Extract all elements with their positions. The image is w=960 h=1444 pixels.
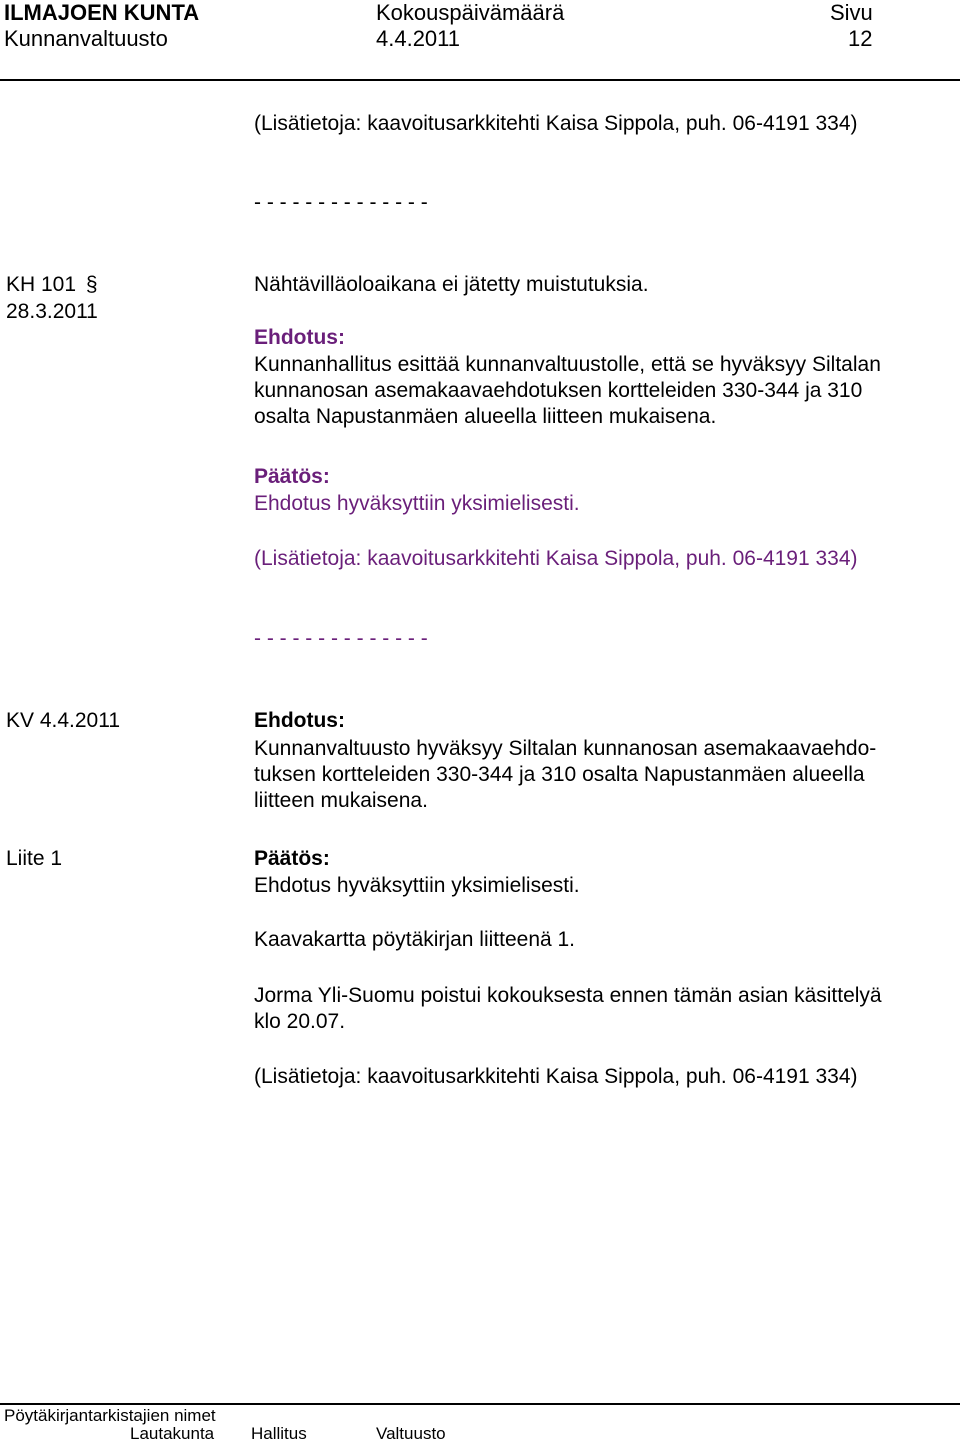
- header-divider: [0, 79, 960, 81]
- kh-decision-heading: Päätös:: [254, 465, 330, 488]
- kh-proposal-line: osalta Napustanmäen alueella liitteen mukaisena.: [254, 405, 717, 428]
- municipality-name: ILMAJOEN KUNTA: [4, 0, 200, 25]
- kh-proposal-line: kunnanosan asemakaavaehdotuksen kortteleiden 330-344 ja 310: [254, 379, 863, 402]
- page-number: 12: [848, 26, 873, 51]
- footer-title: Pöytäkirjantarkistajien nimet: [4, 1406, 216, 1425]
- departure-line: klo 20.07.: [254, 1010, 346, 1033]
- footer-col-government: Hallitus: [251, 1424, 307, 1443]
- top-separator: - - - - - - - - - - - - - -: [254, 191, 428, 214]
- kv-decision-heading: Päätös:: [254, 847, 330, 870]
- kh-proposal-text: [254, 352, 954, 430]
- kv-proposal-line: liitteen mukaisena.: [254, 789, 428, 812]
- page-label: Sivu: [830, 0, 873, 25]
- kv-proposal-heading: Ehdotus:: [254, 709, 345, 732]
- kv-info-line: (Lisätietoja: kaavoitusarkkitehti Kaisa Sippola, puh. 06-4191 334): [254, 1065, 858, 1088]
- departure-line: Jorma Yli-Suomu poistui kokouksesta ennen tämän asian käsittelyä: [254, 984, 882, 1007]
- departure-note: [254, 983, 954, 1035]
- kh-decision-text: Ehdotus hyväksyttiin yksimielisesti.: [254, 492, 580, 515]
- top-info-line: (Lisätietoja: kaavoitusarkkitehti Kaisa Sippola, puh. 06-4191 334): [254, 112, 858, 135]
- kh-statement: Nähtävilläoloaikana ei jätetty muistutuksia.: [254, 273, 649, 296]
- kv-proposal-text: [254, 736, 954, 814]
- kv-decision-text: Ehdotus hyväksyttiin yksimielisesti.: [254, 874, 580, 897]
- attachment-label: Liite 1: [6, 847, 63, 870]
- body-name: Kunnanvaltuusto: [4, 26, 168, 51]
- kh-ref-number: KH 101: [6, 273, 77, 296]
- kh-proposal-line: Kunnanhallitus esittää kunnanvaltuustolle, että se hyväksyy Siltalan: [254, 353, 881, 376]
- map-attachment-note: Kaavakartta pöytäkirjan liitteenä 1.: [254, 928, 576, 951]
- meeting-date-label: Kokouspäivämäärä: [376, 0, 565, 25]
- kv-proposal-line: tuksen kortteleiden 330-344 ja 310 osalta Napustanmäen alueella: [254, 763, 865, 786]
- kh-date: 28.3.2011: [6, 300, 98, 323]
- kh-separator: - - - - - - - - - - - - - -: [254, 627, 428, 650]
- kh-info-line: (Lisätietoja: kaavoitusarkkitehti Kaisa Sippola, puh. 06-4191 334): [254, 547, 858, 570]
- kv-reference: KV 4.4.2011: [6, 709, 121, 732]
- kh-proposal-heading: Ehdotus:: [254, 326, 345, 349]
- paragraph-symbol-icon: §: [85, 273, 98, 296]
- footer-divider: [0, 1403, 960, 1405]
- kv-proposal-line: Kunnanvaltuusto hyväksyy Siltalan kunnanosan asemakaavaehdo-: [254, 737, 877, 760]
- kh-reference: [6, 272, 98, 298]
- meeting-date-value: 4.4.2011: [376, 26, 461, 51]
- footer-col-council: Valtuusto: [376, 1424, 446, 1443]
- footer-col-board: Lautakunta: [130, 1424, 215, 1443]
